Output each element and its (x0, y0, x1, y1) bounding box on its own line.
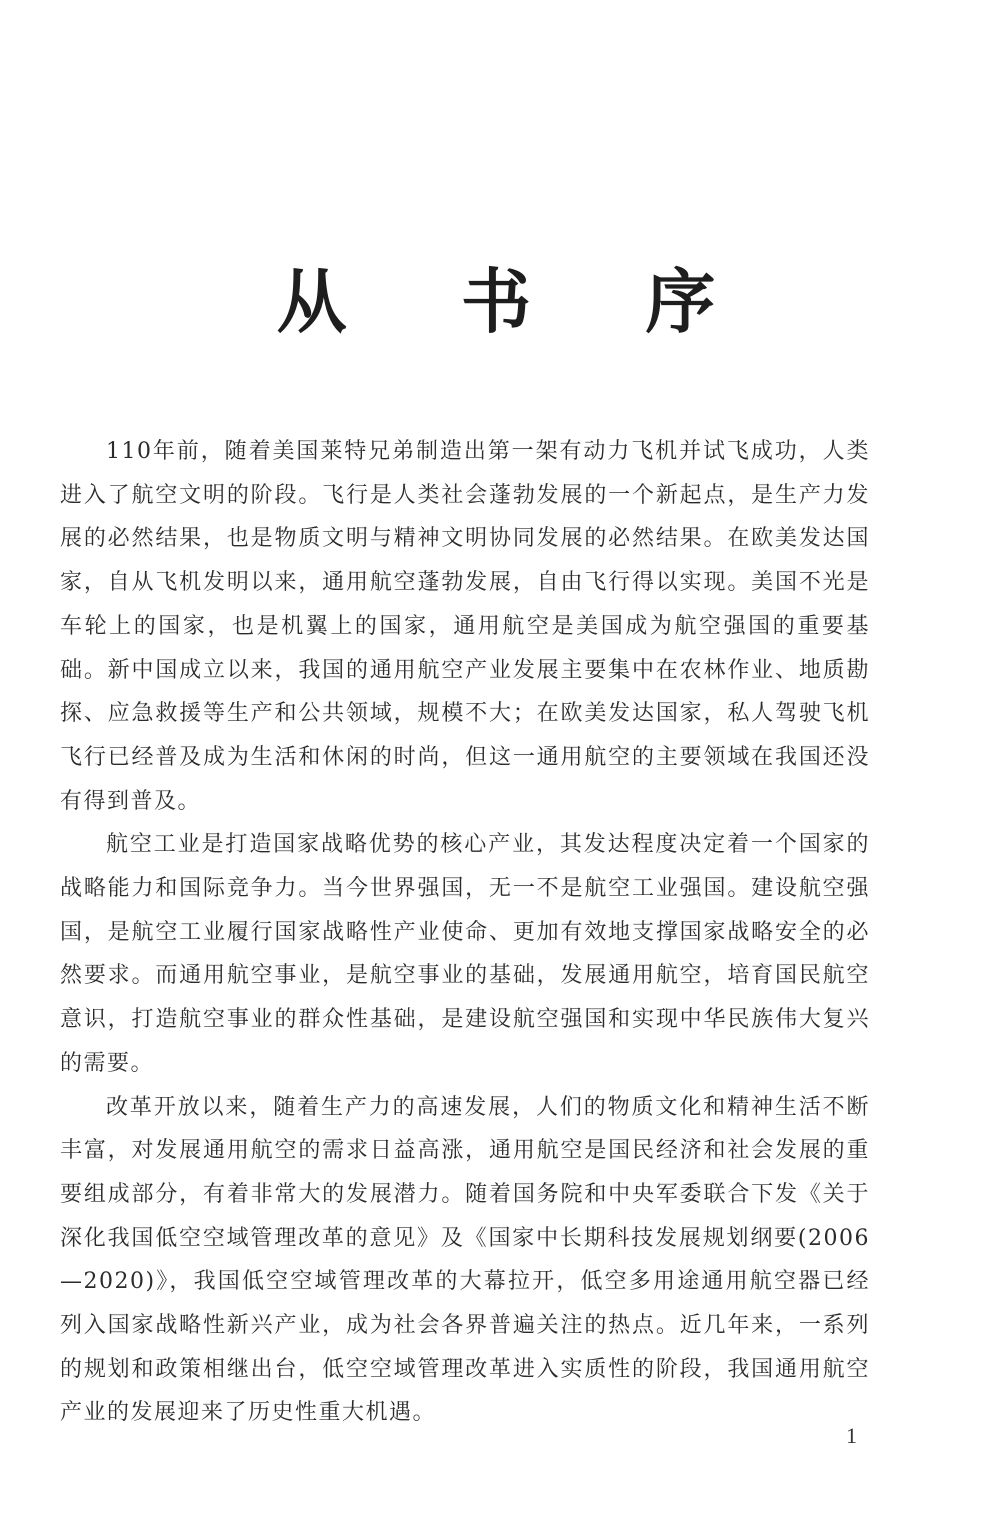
page-title: 从 书 序 (276, 260, 761, 343)
paragraph-2: 航空工业是打造国家战略优势的核心产业，其发达程度决定着一个国家的战略能力和国际竞争力。当今世界强国，无一不是航空工业强国。建设航空强国，是航空工业履行国家战略性产业使命、更加有效地支撑国家战略安全的必然要求。而通用航空事业，是航空事业的基础，发展通用航空，培育国民航空意识，打造航空事业的群众性基础，是建设航空强国和实现中华民族伟大复兴的需要。 (60, 832, 870, 1076)
body-text (60, 430, 870, 1435)
paragraph-1: 110年前，随着美国莱特兄弟制造出第一架有动力飞机并试飞成功，人类进入了航空文明的阶段。飞行是人类社会蓬勃发展的一个新起点，是生产力发展的必然结果，也是物质文明与精神文明协同发展的必然结果。在欧美发达国家，自从飞机发明以来，通用航空蓬勃发展，自由飞行得以实现。美国不光是车轮上的国家，也是机翼上的国家，通用航空是美国成为航空强国的重要基础。新中国成立以来，我国的通用航空产业发展主要集中在农林作业、地质勘探、应急救援等生产和公共领域，规模不大；在欧美发达国家，私人驾驶飞机飞行已经普及成为生活和休闲的时尚，但这一通用航空的主要领域在我国还没有得到普及。 (60, 439, 870, 814)
page-number: 1 (846, 1423, 857, 1448)
paragraph-3: 改革开放以来，随着生产力的高速发展，人们的物质文化和精神生活不断丰富，对发展通用航空的需求日益高涨，通用航空是国民经济和社会发展的重要组成部分，有着非常大的发展潜力。随着国务院和中央军委联合下发《关于深化我国低空空域管理改革的意见》及《国家中长期科技发展规划纲要(2006—2020)》，我国低空空域管理改革的大幕拉开，低空多用途通用航空器已经列入国家战略性新兴产业，成为社会各界普遍关注的热点。近几年来，一系列的规划和政策相继出台，低空空域管理改革进入实质性的阶段，我国通用航空产业的发展迎来了历史性重大机遇。 (60, 1094, 870, 1426)
